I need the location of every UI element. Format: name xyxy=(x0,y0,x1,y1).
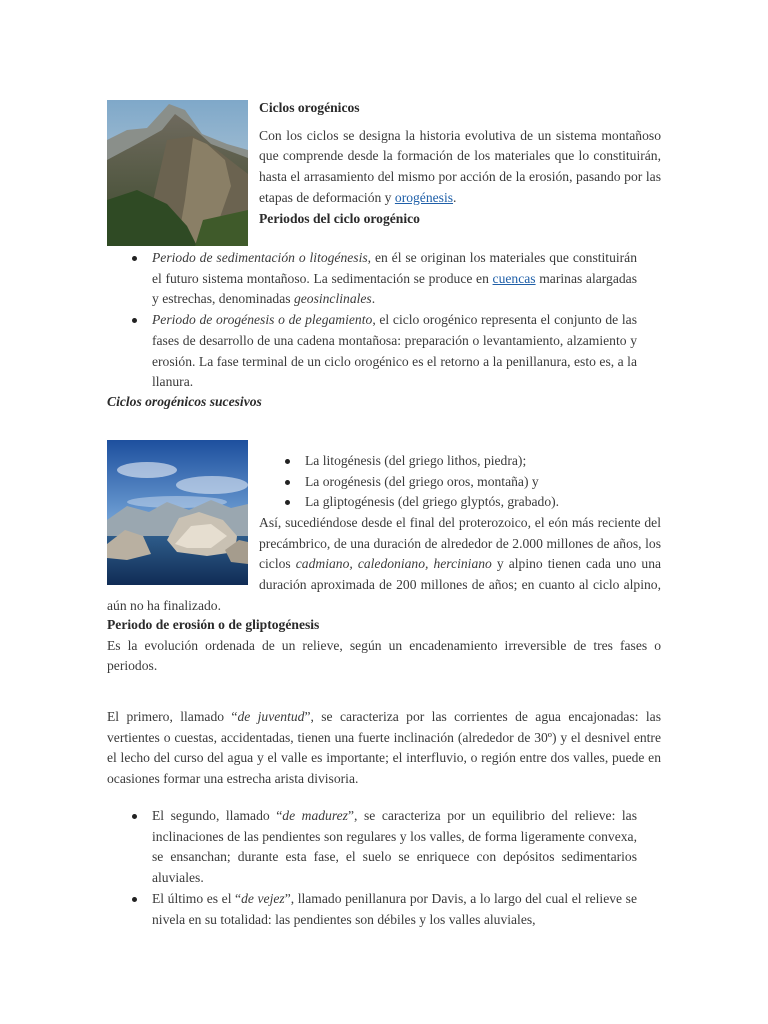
periods-list xyxy=(152,248,637,393)
phases-list xyxy=(152,806,637,930)
cuencas-link[interactable]: cuencas xyxy=(492,270,536,286)
cycles-list xyxy=(305,451,635,513)
list-item: La orogénesis (del griego oros, montaña) y xyxy=(305,472,635,493)
successive-cycles-heading: Ciclos orogénicos sucesivos xyxy=(107,394,262,409)
intro-paragraph: Con los ciclos se designa la historia evolutiva de un sistema montañoso que comprende desde la formación de los materiales que lo constituirán, hasta el arrasamiento del mismo por acción de la erosión, pasando por las etapas de deformación y orogénesis. xyxy=(259,127,661,205)
list-item: La gliptogénesis (del griego glyptós, grabado). xyxy=(305,492,635,513)
intro-block xyxy=(259,98,661,229)
image-float-spacer xyxy=(107,513,259,589)
section-title: Ciclos orogénicos xyxy=(259,100,360,115)
erosion-heading: Periodo de erosión o de gliptogénesis xyxy=(107,617,320,632)
cycles-paragraph: Así, sucediéndose desde el final del proterozoico, el eón más reciente del precámbrico, de una duración de alrededor de 2.000 millones de años, los ciclos cadmiano, caledoniano, herciniano y alpino tienen cada uno una duración aproximada de 200 millones de años; en cuanto al ciclo alpino, aún no ha finalizado. xyxy=(107,515,662,613)
list-item: La litogénesis (del griego lithos, piedra); xyxy=(305,451,635,472)
erosion-section xyxy=(107,615,661,790)
mountain-photo xyxy=(107,100,248,246)
erosion-intro: Es la evolución ordenada de un relieve, según un encadenamiento irreversible de tres fases o periodos. xyxy=(107,637,661,674)
orogenesis-link[interactable]: orogénesis xyxy=(394,189,454,205)
list-item: El segundo, llamado “de madurez”, se caracteriza por un equilibrio del relieve: las inclinaciones de las pendientes son regulares y los valles, de forma ligeramente convexa, se ensanchan; durante esta fase, el suelo se enriquece con depósitos sedimentarios aluviales. xyxy=(152,806,637,889)
list-item: El último es el “de vejez”, llamado penillanura por Davis, a lo largo del cual el relieve se nivela en su totalidad: las pendientes son débiles y los valles aluviales, xyxy=(152,889,637,930)
periods-heading: Periodos del ciclo orogénico xyxy=(259,210,420,226)
youth-paragraph: El primero, llamado “de juventud”, se caracteriza por las corrientes de agua encajonadas: las vertientes o cuestas, accidentadas, tienen una fuerte inclinación (alrededor de 30º) y el desnivel entre el lecho del curso del agua y el valle es importante; el interfluvio, o región entre dos valles, puede en ocasiones formar una estrecha arista divisoria. xyxy=(107,708,661,786)
list-item: Periodo de orogénesis o de plegamiento, el ciclo orogénico representa el conjunto de las fases de desarrollo de una cadena montañosa: preparación o levantamiento, alzamiento y erosión. La fase terminal de un ciclo orogénico es el retorno a la penillanura, esto es, a la llanura. xyxy=(152,310,637,393)
list-item: Periodo de sedimentación o litogénesis, en él se originan los materiales que constituirán el futuro sistema montañoso. La sedimentación se produce en cuencas marinas alargadas y estrechas, denominadas geosinclinales. xyxy=(152,248,637,310)
